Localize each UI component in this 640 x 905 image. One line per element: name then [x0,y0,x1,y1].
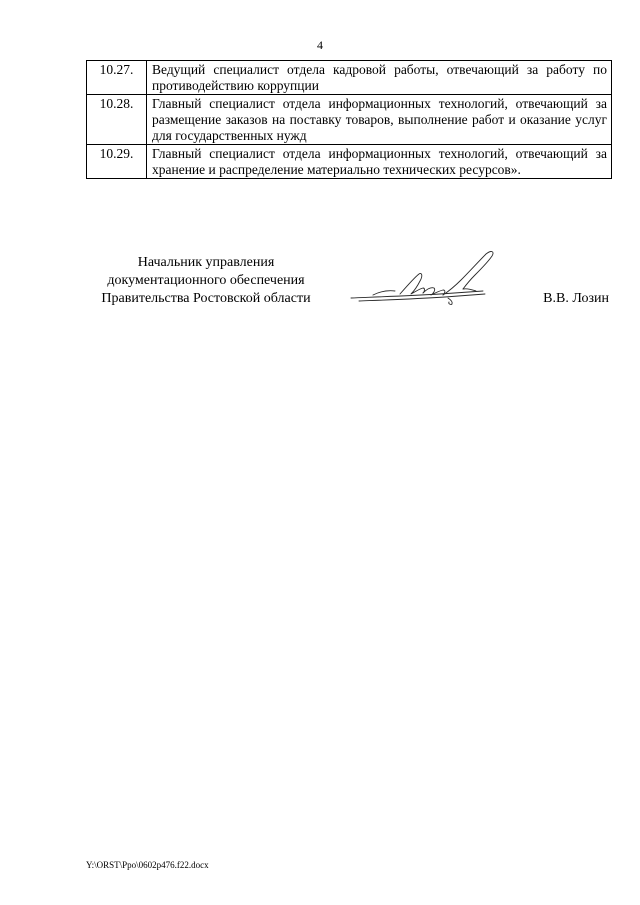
handwritten-signature [345,244,505,314]
row-number-cell: 10.28. [87,95,147,145]
row-text-cell: Главный специалист отдела информационных технологий, отвечающий за размещение заказов на поставку товаров, выполнение работ и оказание услуг для государственных нужд [147,95,612,145]
table-row [87,95,612,145]
positions-table [86,60,612,179]
row-number-cell: 10.27. [87,61,147,95]
row-text-cell: Главный специалист отдела информационных технологий, отвечающий за хранение и распределение материально технических ресурсов». [147,145,612,179]
signatory-position-line: Правительства Ростовской области [101,291,311,306]
page-number: 4 [317,38,323,52]
file-path-footer: Y:\ORST\Ppo\0602p476.f22.docx [86,860,209,870]
table-row [87,61,612,95]
table-row [87,145,612,179]
signatory-position [76,254,336,308]
signatory-position-line: Начальник управления [137,255,275,270]
row-text-cell: Ведущий специалист отдела кадровой работы, отвечающий за работу по противодействию коррупции [147,61,612,95]
signatory-position-line: документационного обеспечения [107,273,305,288]
signatory-name: В.В. Лозин [543,291,609,306]
row-number-cell: 10.29. [87,145,147,179]
